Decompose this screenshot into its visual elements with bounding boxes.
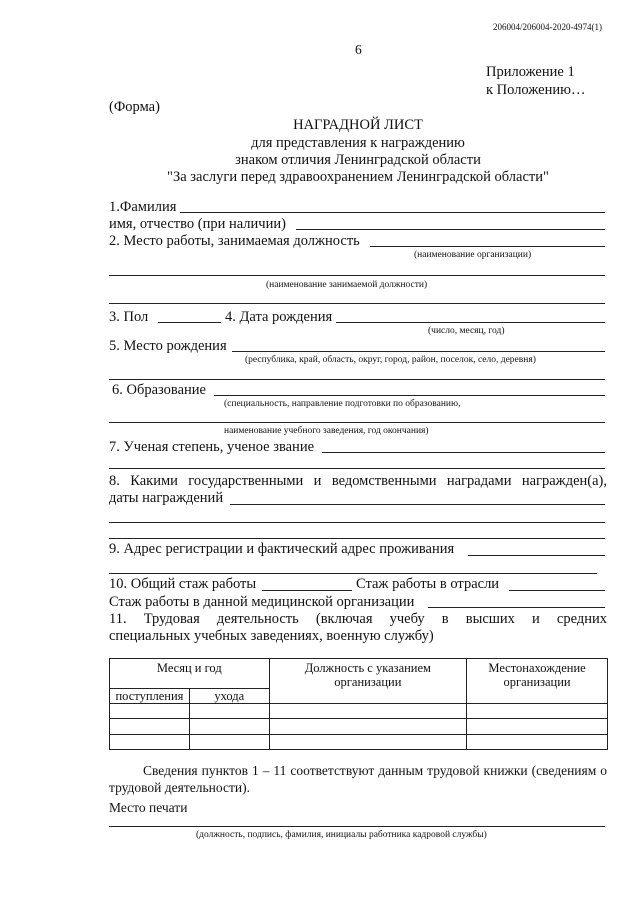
table-cell[interactable]: [269, 719, 467, 735]
col-end: ухода: [189, 689, 269, 704]
table-cell[interactable]: [467, 719, 608, 735]
field-sex-line[interactable]: [158, 322, 221, 323]
appendix-line-1: Приложение 1: [486, 64, 575, 80]
field-workplace-line[interactable]: [370, 246, 605, 247]
field-address-line-2[interactable]: [109, 573, 597, 574]
workplace-org-hint: (наименование организации): [414, 250, 532, 260]
field-sex-label: 3. Пол: [109, 309, 149, 325]
table-cell[interactable]: [110, 735, 190, 750]
field-workplace-line-3[interactable]: [109, 303, 605, 304]
field-surname-line[interactable]: [180, 212, 605, 213]
table-row: [110, 735, 608, 750]
field-education-line-2[interactable]: [109, 422, 605, 423]
field-total-experience-line[interactable]: [262, 590, 352, 591]
birthplace-hint: (республика, край, область, округ, город, район, поселок, село, деревня): [245, 355, 536, 365]
workplace-position-hint: (наименование занимаемой должности): [266, 280, 428, 290]
signature-line[interactable]: [109, 826, 605, 827]
field-birthplace-label: 5. Место рождения: [109, 338, 227, 354]
form-label: (Форма): [109, 99, 160, 115]
subtitle-line-2: знаком отличия Ленинградской области: [235, 152, 481, 168]
field-surname-label: 1.Фамилия: [109, 199, 177, 215]
subtitle-line-1: для представления к награждению: [251, 135, 465, 151]
field-awards-line-2[interactable]: [109, 522, 605, 523]
stamp-place-label: Место печати: [109, 800, 188, 815]
field-birthplace-line[interactable]: [232, 351, 605, 352]
field-awards-line-3[interactable]: [109, 538, 605, 539]
field-name-line[interactable]: [296, 229, 605, 230]
appendix-line-2: к Положению…: [486, 82, 586, 98]
page-title: НАГРАДНОЙ ЛИСТ: [293, 117, 423, 133]
document-id: 206004/206004-2020-4974(1): [493, 22, 602, 32]
col-start: поступления: [110, 689, 190, 704]
field-education-line[interactable]: [214, 395, 605, 396]
field-degree-label: 7. Ученая степень, ученое звание: [109, 439, 315, 455]
field-workplace-line-2[interactable]: [109, 275, 605, 276]
education-hint-2: наименование учебного заведения, год окончания): [224, 426, 429, 436]
field-work-history-label-2: специальных учебных заведениях, военную службу): [109, 628, 434, 644]
field-degree-line[interactable]: [322, 452, 605, 453]
page-number: 6: [355, 42, 362, 57]
field-name-label: имя, отчество (при наличии): [109, 216, 286, 232]
field-awards-label: 8. Какими государственными и ведомственными наградами награжден(а),: [109, 473, 607, 489]
work-history-table: [109, 658, 608, 750]
field-work-history-label: 11. Трудовая деятельность (включая учебу в высших и средних: [109, 611, 607, 627]
table-cell[interactable]: [467, 735, 608, 750]
field-industry-experience-label: Стаж работы в отрасли: [356, 576, 500, 592]
table-cell[interactable]: [110, 704, 190, 719]
field-org-experience-label: Стаж работы в данной медицинской организации: [109, 594, 415, 610]
table-cell[interactable]: [110, 719, 190, 735]
table-row: [110, 719, 608, 735]
field-degree-line-2[interactable]: [109, 468, 605, 469]
table-cell[interactable]: [189, 704, 269, 719]
field-industry-experience-line[interactable]: [509, 590, 605, 591]
subtitle-line-3: "За заслуги перед здравоохранением Ленинградской области": [167, 169, 549, 185]
col-location: Местонахождение организации: [467, 659, 608, 704]
education-hint-1: (специальность, направление подготовки по образованию,: [224, 399, 461, 409]
field-education-label: 6. Образование: [112, 382, 206, 398]
field-workplace-label: 2. Место работы, занимаемая должность: [109, 233, 360, 249]
table-cell[interactable]: [189, 735, 269, 750]
field-address-line[interactable]: [468, 555, 605, 556]
field-awards-label-2: даты награждений: [109, 490, 224, 506]
field-total-experience-label: 10. Общий стаж работы: [109, 576, 257, 592]
field-awards-line[interactable]: [230, 504, 605, 505]
col-position: Должность с указанием организации: [269, 659, 467, 704]
field-org-experience-line[interactable]: [428, 607, 605, 608]
col-month-year: Месяц и год: [110, 659, 270, 689]
table-cell[interactable]: [269, 735, 467, 750]
signature-hint: (должность, подпись, фамилия, инициалы работника кадровой службы): [196, 830, 487, 840]
table-row: [110, 704, 608, 719]
field-birthdate-line[interactable]: [336, 322, 605, 323]
field-birthdate-label: 4. Дата рождения: [225, 309, 333, 325]
table-cell[interactable]: [189, 719, 269, 735]
table-cell[interactable]: [467, 704, 608, 719]
field-address-label: 9. Адрес регистрации и фактический адрес проживания: [109, 541, 455, 557]
birthdate-hint: (число, месяц, год): [428, 326, 505, 336]
field-birthplace-line-2[interactable]: [109, 379, 605, 380]
confirmation-note: Сведения пунктов 1 – 11 соответствуют данным трудовой книжки (сведениям о трудовой деятельности).: [109, 763, 607, 795]
table-cell[interactable]: [269, 704, 467, 719]
